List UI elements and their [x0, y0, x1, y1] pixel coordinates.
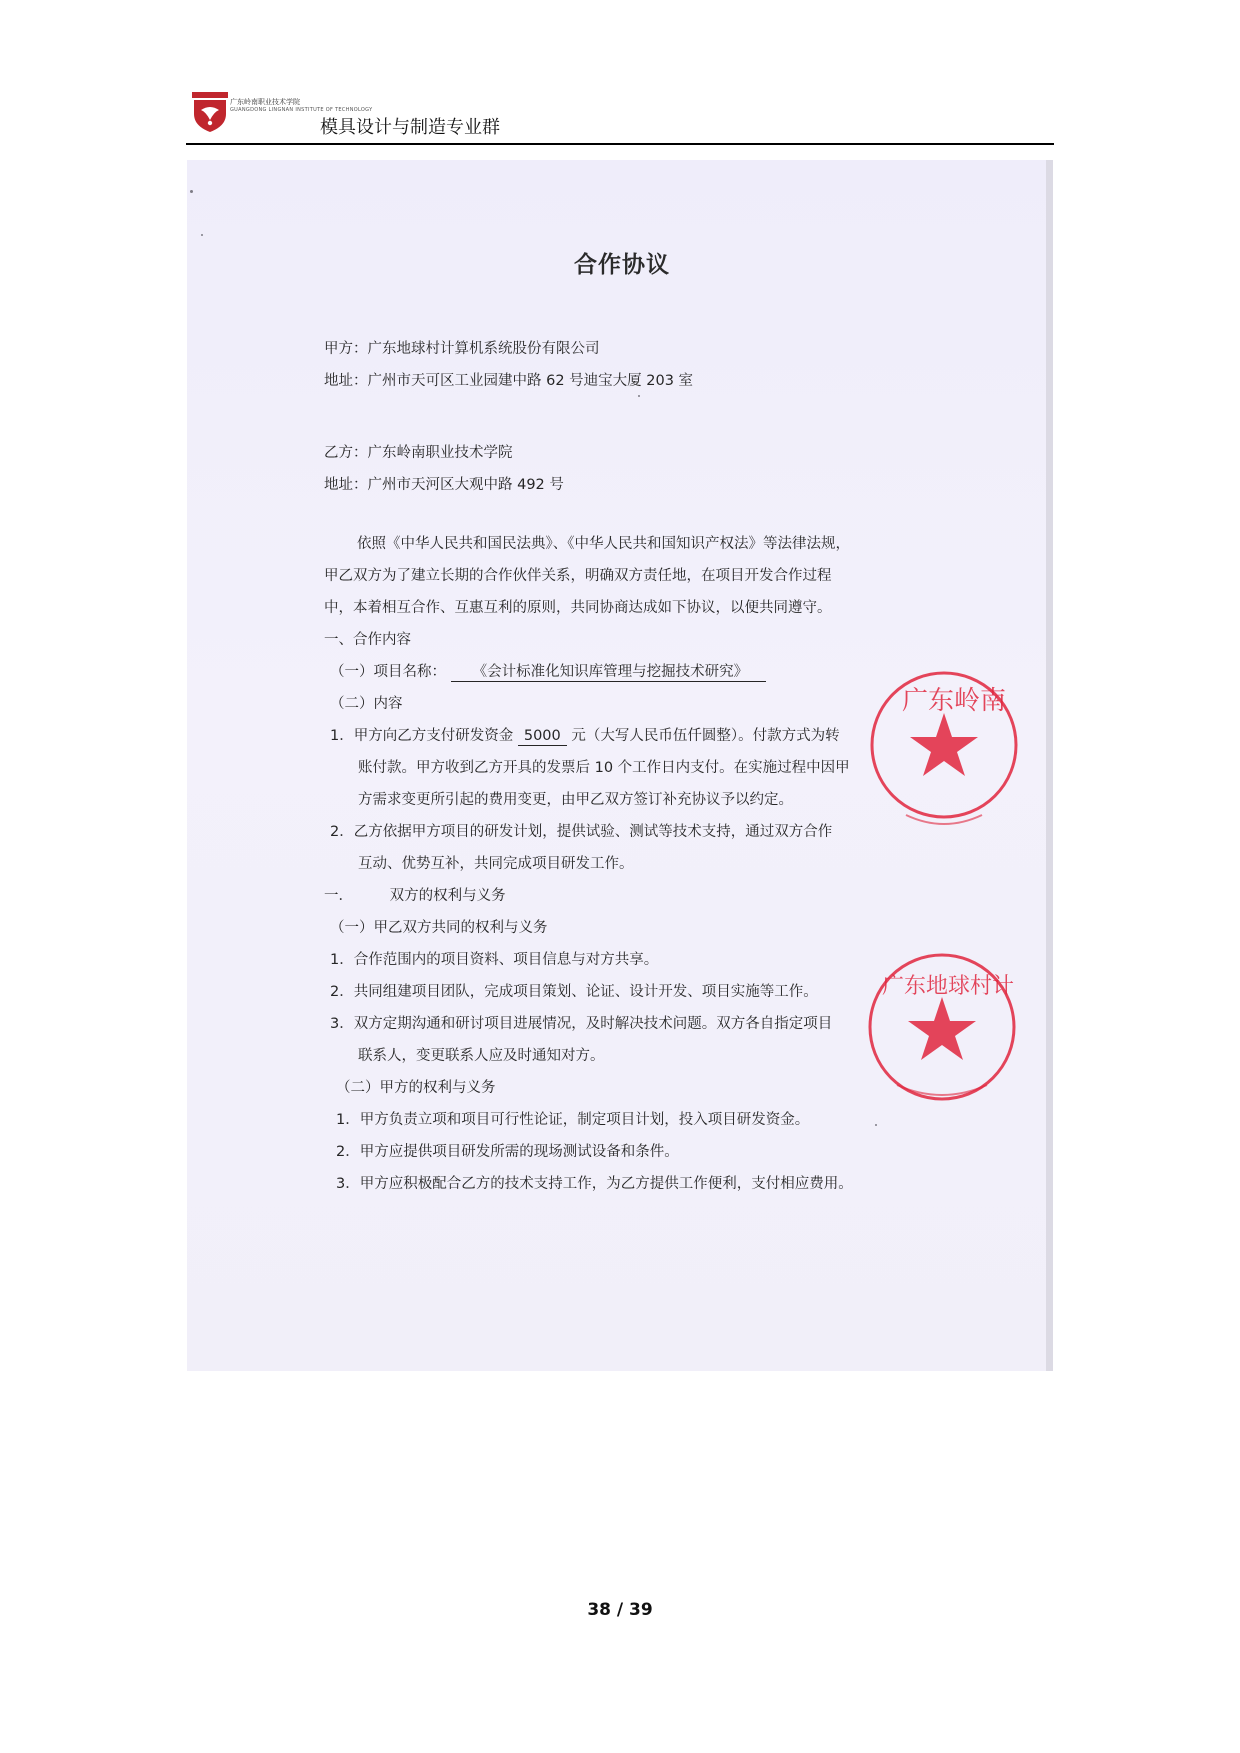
college-seal-text: 广东岭南	[902, 686, 1007, 716]
subsection-heading: （一）甲乙双方共同的权利与义务	[330, 920, 548, 936]
party-b: 乙方：广东岭南职业技术学院	[324, 445, 513, 461]
party-a-item: 2．甲方应提供项目研发所需的现场测试设备和条件。	[336, 1144, 679, 1160]
college-seal	[844, 665, 1053, 835]
funding-amount: 5000	[518, 727, 567, 746]
scan-speck	[638, 395, 640, 397]
page-title: 模具设计与制造专业群	[320, 117, 500, 138]
joint-item: 3．双方定期沟通和研讨项目进展情况，及时解决技术问题。双方各自指定项目	[330, 1016, 833, 1032]
section-title: 双方的权利与义务	[389, 888, 506, 904]
section-heading: 一、合作内容	[324, 632, 411, 648]
party-a-item: 1．甲方负责立项和项目可行性论证，制定项目计划，投入项目研发资金。	[336, 1112, 810, 1128]
section-number: 一．	[324, 888, 353, 904]
section-heading	[324, 885, 506, 907]
clause-2: 2．乙方依据甲方项目的研发计划，提供试验、测试等技术支持，通过双方合作	[330, 824, 833, 840]
document-title: 合作协议	[574, 252, 670, 278]
page-number: 38 / 39	[587, 1600, 653, 1620]
clause-1-continuation: 方需求变更所引起的费用变更，由甲乙双方签订补充协议予以约定。	[358, 792, 793, 808]
clause-1-suffix: 元（大写人民币伍仟圆整）。付款方式为转	[571, 728, 840, 744]
college-name-en: GUANGDONG LINGNAN INSTITUTE OF TECHNOLOGY	[230, 107, 373, 113]
project-name-row	[330, 661, 766, 683]
scan-speck	[190, 190, 193, 193]
party-a-item: 3．甲方应积极配合乙方的技术支持工作，为乙方提供工作便利，支付相应费用。	[336, 1176, 853, 1192]
party-a: 甲方：广东地球村计算机系统股份有限公司	[324, 341, 600, 357]
party-b-address: 地址：广州市天河区大观中路 492 号	[324, 477, 564, 493]
subsection-heading: （二）甲方的权利与义务	[336, 1080, 496, 1096]
content-heading: （二）内容	[330, 696, 403, 712]
clause-2-continuation: 互动、优势互补，共同完成项目研发工作。	[358, 856, 634, 872]
preamble-line: 中，本着相互合作、互惠互利的原则，共同协商达成如下协议，以便共同遵守。	[324, 600, 832, 616]
joint-item-continuation: 联系人，变更联系人应及时通知对方。	[358, 1048, 605, 1064]
scan-speck	[201, 234, 203, 236]
project-name: 《会计标准化知识库管理与挖掘技术研究》	[451, 663, 767, 682]
clause-1-prefix: 1．甲方向乙方支付研发资金	[330, 728, 514, 744]
college-name: 广东岭南职业技术学院	[230, 98, 300, 106]
preamble-line: 依照《中华人民共和国民法典》、《中华人民共和国知识产权法》等法律法规，	[357, 536, 850, 552]
scanned-agreement	[187, 160, 1053, 1371]
scan-speck	[875, 1124, 877, 1126]
company-seal	[842, 945, 1053, 1115]
joint-item: 2．共同组建项目团队，完成项目策划、论证、设计开发、项目实施等工作。	[330, 984, 818, 1000]
joint-item: 1．合作范围内的项目资料、项目信息与对方共享。	[330, 952, 659, 968]
clause-1-continuation: 账付款。甲方收到乙方开具的发票后 10 个工作日内支付。在实施过程中因甲	[358, 760, 850, 776]
preamble-line: 甲乙双方为了建立长期的合作伙伴关系，明确双方责任地，在项目开发合作过程	[324, 568, 832, 584]
project-name-label: （一）项目名称：	[330, 664, 446, 680]
party-a-address: 地址：广州市天可区工业园建中路 62 号迪宝大厦 203 室	[324, 373, 694, 389]
clause-1	[330, 725, 840, 747]
header-divider	[186, 143, 1054, 145]
company-seal-text: 广东地球村计	[882, 974, 1015, 999]
college-logo	[190, 90, 230, 134]
